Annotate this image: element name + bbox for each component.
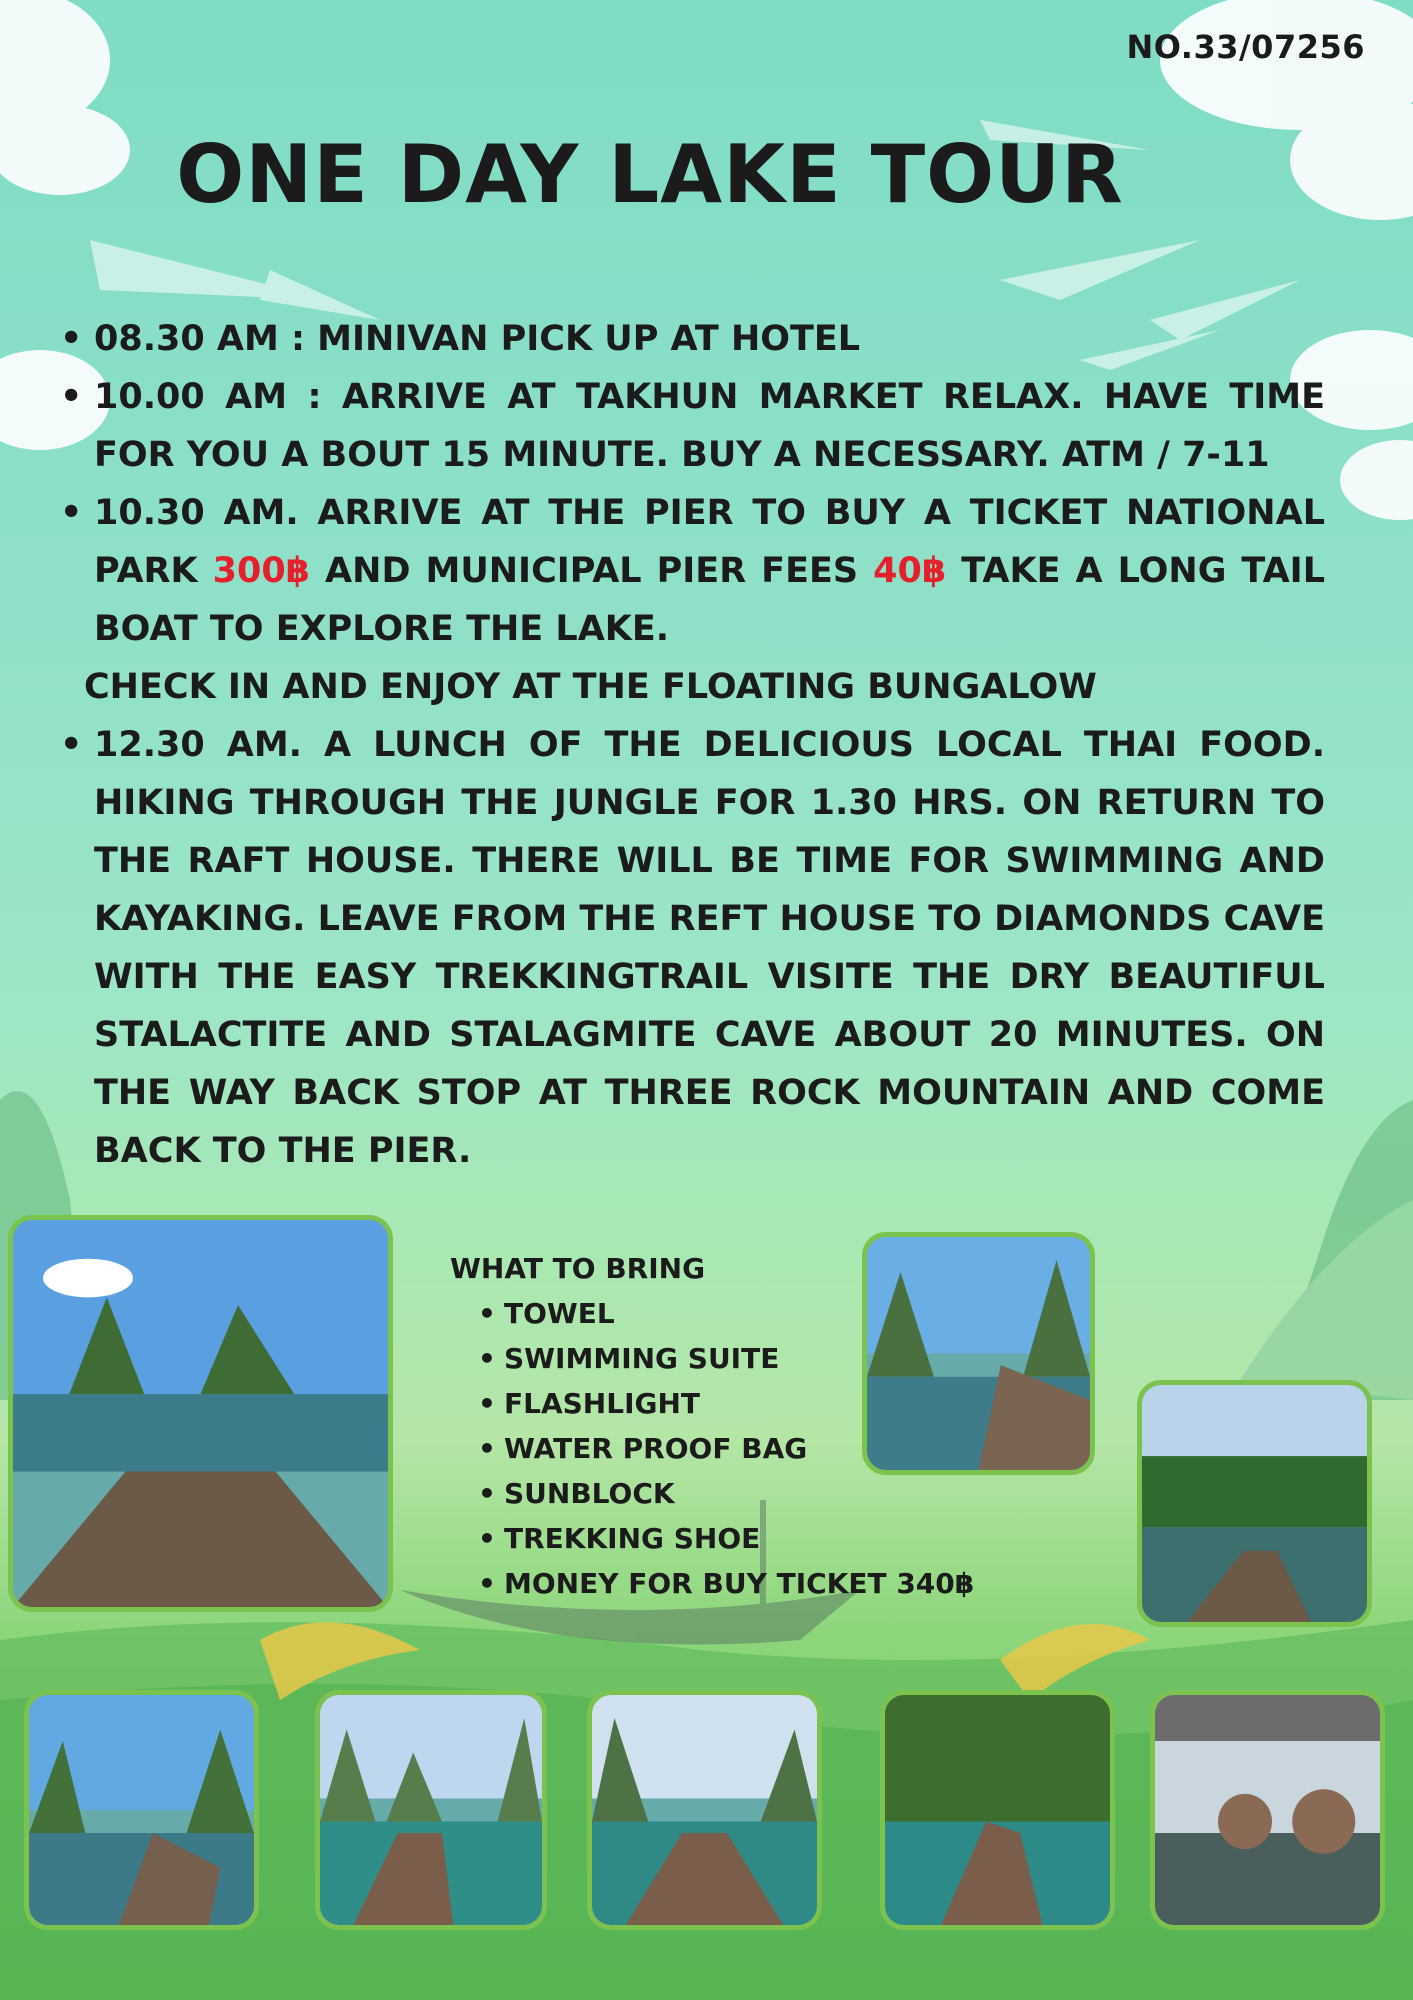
bring-item: • SWIMMING SUITE	[478, 1342, 780, 1375]
bring-item-label: TOWEL	[504, 1297, 615, 1330]
bring-item-label: MONEY FOR BUY TICKET 340฿	[504, 1567, 975, 1600]
pier-fee: 40฿	[873, 551, 947, 591]
tour-photo	[24, 1690, 259, 1930]
tour-photo	[1137, 1380, 1372, 1627]
itinerary-text: 10.00 AM : ARRIVE AT TAKHUN MARKET RELAX. HAVE TIME FOR YOU A BOUT 15 MINUTE. BUY A NECESSARY. ATM / 7-11	[94, 377, 1325, 475]
bring-item-label: SWIMMING SUITE	[504, 1342, 780, 1375]
what-to-bring	[450, 1252, 974, 1606]
document-number: NO.33/07256	[1126, 28, 1365, 66]
bring-item-label: WATER PROOF BAG	[504, 1432, 808, 1465]
page-title: ONE DAY LAKE TOUR	[176, 128, 1124, 221]
itinerary-item	[60, 716, 1325, 1180]
tour-photo	[315, 1690, 547, 1930]
tour-photo	[8, 1215, 393, 1612]
itinerary-item	[60, 368, 1325, 484]
itinerary-text: 10.30 AM. ARRIVE AT THE PIER TO BUY A TICKET NATIONAL PARK	[94, 493, 1325, 591]
bullet: •	[60, 319, 83, 359]
bring-item: • FLASHLIGHT	[478, 1387, 701, 1420]
itinerary-item	[60, 310, 1325, 368]
what-to-bring-heading: WHAT TO BRING	[450, 1252, 706, 1285]
bring-item: • MONEY FOR BUY TICKET 340฿	[478, 1567, 975, 1600]
bring-list	[450, 1291, 974, 1606]
itinerary-text: 12.30 AM. A LUNCH OF THE DELICIOUS LOCAL THAI FOOD. HIKING THROUGH THE JUNGLE FOR 1.30 HRS. ON RETURN TO THE RAFT HOUSE. THERE WILL BE TIME FOR SWIMMING AND KAYAKING. LEAVE FROM THE REFT HOUSE TO DIAMONDS CAVE WITH THE EASY TREKKINGTRAIL VISITE THE DRY BEAUTIFUL STALACTITE AND STALAGMITE CAVE ABOUT 20 MINUTES. ON THE WAY BACK STOP AT THREE ROCK MOUNTAIN AND COME BACK TO THE PIER.	[94, 725, 1325, 1171]
itinerary-text: TAKE A LONG TAIL BOAT TO EXPLORE THE LAKE.	[94, 551, 1325, 649]
bring-item-label: FLASHLIGHT	[504, 1387, 701, 1420]
itinerary-text: 08.30 AM : MINIVAN PICK UP AT HOTEL	[94, 319, 861, 359]
itinerary-note	[60, 658, 1325, 716]
bring-item: • TOWEL	[478, 1297, 615, 1330]
itinerary-item	[60, 484, 1325, 658]
bring-item-label: SUNBLOCK	[504, 1477, 675, 1510]
bring-item-label: TREKKING SHOE	[504, 1522, 761, 1555]
park-fee: 300฿	[212, 551, 311, 591]
bring-item: • WATER PROOF BAG	[478, 1432, 808, 1465]
bring-item: • SUNBLOCK	[478, 1477, 675, 1510]
tour-photo	[1150, 1690, 1385, 1930]
bullet: •	[60, 377, 83, 417]
itinerary-list	[60, 310, 1325, 1180]
bring-item: • TREKKING SHOE	[478, 1522, 761, 1555]
bullet: •	[60, 493, 83, 533]
bullet: •	[60, 725, 83, 765]
tour-photo	[587, 1690, 822, 1930]
tour-photo	[880, 1690, 1115, 1930]
checkin-text: CHECK IN AND ENJOY AT THE FLOATING BUNGALOW	[84, 667, 1097, 707]
itinerary-text: AND MUNICIPAL PIER FEES	[310, 551, 874, 591]
